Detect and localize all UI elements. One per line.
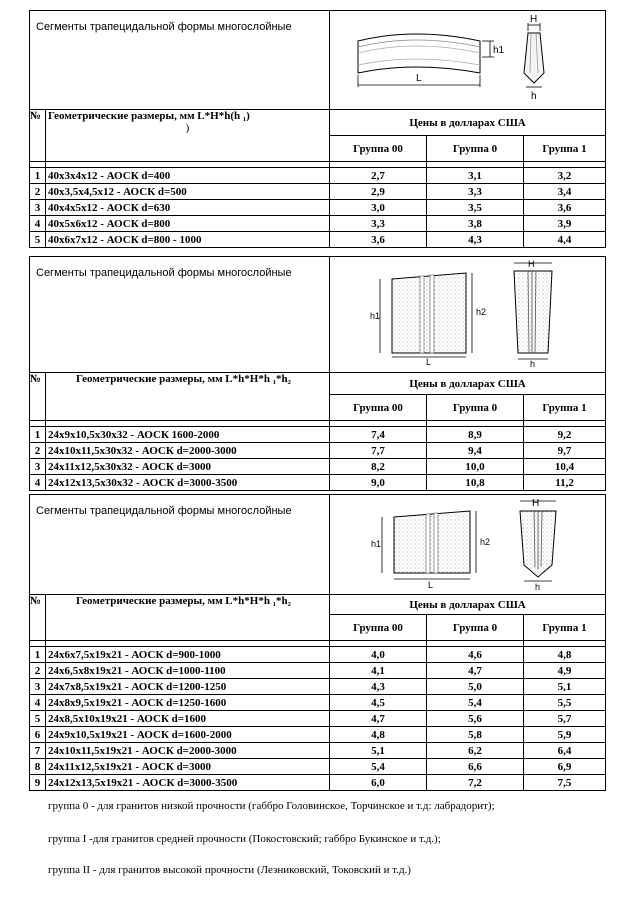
table-row — [30, 727, 606, 743]
price-group-1: 10,4 — [524, 459, 606, 475]
table-row — [30, 475, 606, 491]
group-00-header: Группа 00 — [330, 615, 427, 641]
price-group-1: 3,9 — [524, 216, 606, 232]
price-group-1: 9,7 — [524, 443, 606, 459]
group-1-header: Группа 1 — [524, 136, 606, 162]
label-h2: h2 — [476, 307, 487, 317]
group-0-header: Группа 0 — [427, 615, 524, 641]
row-description: 40x3x4x12 - АОСК d=400 — [46, 168, 330, 184]
price-group-00: 9,0 — [330, 475, 427, 491]
dims-header: Геометрические размеры, мм L*h*H*h ₁*h₂ — [46, 595, 330, 641]
table-row — [30, 184, 606, 200]
table-row — [30, 168, 606, 184]
label-L: L — [416, 73, 422, 84]
row-number: 2 — [30, 184, 46, 200]
table-row — [30, 663, 606, 679]
price-group-00: 7,4 — [330, 427, 427, 443]
price-group-0: 3,3 — [427, 184, 524, 200]
price-group-00: 3,6 — [330, 232, 427, 248]
price-group-00: 4,3 — [330, 679, 427, 695]
row-number: 4 — [30, 475, 46, 491]
row-description: 24x9x10,5x19x21 - АОСК d=1600-2000 — [46, 727, 330, 743]
row-description: 24x10x11,5x30x32 - АОСК d=2000-3000 — [46, 443, 330, 459]
price-group-1: 7,5 — [524, 775, 606, 791]
table-row — [30, 216, 606, 232]
row-description: 40x6x7x12 - АОСК d=800 - 1000 — [46, 232, 330, 248]
dims-header-tail: ) — [185, 122, 190, 134]
label-H: H — [530, 14, 538, 25]
label-h: h — [530, 359, 536, 369]
price-group-0: 9,4 — [427, 443, 524, 459]
table-row — [30, 711, 606, 727]
row-description: 40x5x6x12 - АОСК d=800 — [46, 216, 330, 232]
row-number: 7 — [30, 743, 46, 759]
price-group-0: 7,2 — [427, 775, 524, 791]
price-group-0: 4,3 — [427, 232, 524, 248]
price-group-1: 6,9 — [524, 759, 606, 775]
row-description: 40x3,5x4,5x12 - АОСК d=500 — [46, 184, 330, 200]
price-group-0: 5,6 — [427, 711, 524, 727]
table-row — [30, 759, 606, 775]
price-group-0: 10,0 — [427, 459, 524, 475]
dims-header — [46, 110, 330, 162]
note-group-0: группа 0 - для гранитов низкой прочности (габбро Головинское, Торчинское и т.д: лабрадорит); — [48, 800, 495, 812]
table-row — [30, 459, 606, 475]
price-group-00: 7,7 — [330, 443, 427, 459]
row-description: 24x12x13,5x19x21 - АОСК d=3000-3500 — [46, 775, 330, 791]
row-number: 6 — [30, 727, 46, 743]
price-group-00: 8,2 — [330, 459, 427, 475]
price-group-00: 4,5 — [330, 695, 427, 711]
price-group-00: 5,4 — [330, 759, 427, 775]
price-group-0: 6,6 — [427, 759, 524, 775]
price-group-0: 5,0 — [427, 679, 524, 695]
row-description: 24x8x9,5x19x21 - АОСК d=1250-1600 — [46, 695, 330, 711]
price-group-1: 5,9 — [524, 727, 606, 743]
row-number: 3 — [30, 459, 46, 475]
dims-header-label: Геометрические размеры, мм L*H*h(h ₁) — [48, 110, 250, 122]
table-header-text: Сегменты трапецидальной формы многослойные — [30, 11, 330, 110]
segment-figure — [330, 11, 606, 110]
price-group-1: 3,6 — [524, 200, 606, 216]
row-description: 24x11x12,5x30x32 - АОСК d=3000 — [46, 459, 330, 475]
table-row — [30, 427, 606, 443]
row-description: 24x7x8,5x19x21 - АОСК d=1200-1250 — [46, 679, 330, 695]
price-group-1: 9,2 — [524, 427, 606, 443]
label-L: L — [428, 580, 434, 590]
table-header-text: Сегменты трапецидальной формы многослойные — [30, 495, 330, 595]
row-description: 24x6x7,5x19x21 - АОСК d=900-1000 — [46, 647, 330, 663]
row-description: 24x8,5x10x19x21 - АОСК d=1600 — [46, 711, 330, 727]
price-group-0: 3,1 — [427, 168, 524, 184]
group-1-header: Группа 1 — [524, 615, 606, 641]
dims-header: Геометрические размеры, мм L*h*H*h ₁*h₂ — [46, 373, 330, 421]
row-number: 8 — [30, 759, 46, 775]
label-h1: h1 — [370, 311, 381, 321]
price-table-2 — [29, 256, 606, 491]
label-h1: h1 — [493, 45, 505, 56]
segment-diagram-3 — [330, 495, 604, 591]
price-group-00: 5,1 — [330, 743, 427, 759]
group-0-header: Группа 0 — [427, 395, 524, 421]
price-group-00: 6,0 — [330, 775, 427, 791]
price-group-00: 4,7 — [330, 711, 427, 727]
price-group-00: 3,0 — [330, 200, 427, 216]
label-h1: h1 — [371, 539, 382, 549]
price-group-1: 5,5 — [524, 695, 606, 711]
segment-diagram-2 — [330, 257, 604, 369]
table-row — [30, 200, 606, 216]
label-h: h — [531, 91, 537, 102]
row-description: 40x4x5x12 - АОСК d=630 — [46, 200, 330, 216]
table-row — [30, 443, 606, 459]
num-header: № — [30, 110, 46, 162]
table-row — [30, 679, 606, 695]
price-group-0: 10,8 — [427, 475, 524, 491]
price-group-1: 6,4 — [524, 743, 606, 759]
note-group-2: группа II - для гранитов высокой прочности (Лезниковский, Токовский и т.д.) — [48, 864, 411, 876]
label-H: H — [528, 259, 535, 269]
price-table-3 — [29, 494, 606, 791]
row-number: 1 — [30, 427, 46, 443]
row-number: 1 — [30, 647, 46, 663]
segment-diagram-1 — [330, 11, 604, 106]
label-L: L — [426, 357, 432, 367]
price-group-1: 4,4 — [524, 232, 606, 248]
label-H: H — [532, 498, 540, 509]
row-description: 24x10x11,5x19x21 - АОСК d=2000-3000 — [46, 743, 330, 759]
row-number: 3 — [30, 200, 46, 216]
group-1-header: Группа 1 — [524, 395, 606, 421]
group-00-header: Группа 00 — [330, 395, 427, 421]
price-table-1 — [29, 10, 606, 248]
prices-header: Цены в долларах США — [330, 595, 606, 615]
row-description: 24x9x10,5x30x32 - АОСК 1600-2000 — [46, 427, 330, 443]
price-group-1: 11,2 — [524, 475, 606, 491]
row-number: 9 — [30, 775, 46, 791]
row-number: 5 — [30, 711, 46, 727]
prices-header: Цены в долларах США — [330, 373, 606, 395]
group-00-header: Группа 00 — [330, 136, 427, 162]
price-group-0: 4,7 — [427, 663, 524, 679]
note-group-1: группа I -для гранитов средней прочности (Покостовский; габбро Букинское и т.д.); — [48, 833, 441, 845]
group-0-header: Группа 0 — [427, 136, 524, 162]
num-header: № — [30, 595, 46, 641]
price-group-1: 4,9 — [524, 663, 606, 679]
row-number: 1 — [30, 168, 46, 184]
price-group-00: 4,8 — [330, 727, 427, 743]
row-number: 2 — [30, 443, 46, 459]
price-group-00: 2,7 — [330, 168, 427, 184]
price-group-0: 3,5 — [427, 200, 524, 216]
num-header: № — [30, 373, 46, 421]
row-description: 24x11x12,5x19x21 - АОСК d=3000 — [46, 759, 330, 775]
price-group-00: 3,3 — [330, 216, 427, 232]
table-block-3 — [29, 494, 605, 791]
price-group-1: 5,7 — [524, 711, 606, 727]
table-row — [30, 775, 606, 791]
price-group-0: 5,8 — [427, 727, 524, 743]
row-number: 3 — [30, 679, 46, 695]
price-group-0: 5,4 — [427, 695, 524, 711]
segment-figure — [330, 257, 606, 373]
prices-header: Цены в долларах США — [330, 110, 606, 136]
price-group-0: 4,6 — [427, 647, 524, 663]
row-number: 4 — [30, 216, 46, 232]
price-group-0: 3,8 — [427, 216, 524, 232]
price-group-1: 3,4 — [524, 184, 606, 200]
row-number: 4 — [30, 695, 46, 711]
row-description: 24x6,5x8x19x21 - АОСК d=1000-1100 — [46, 663, 330, 679]
row-number: 5 — [30, 232, 46, 248]
segment-figure — [330, 495, 606, 595]
price-group-0: 8,9 — [427, 427, 524, 443]
table-header-text: Сегменты трапецидальной формы многослойные — [30, 257, 330, 373]
row-number: 2 — [30, 663, 46, 679]
table-row — [30, 232, 606, 248]
price-group-00: 2,9 — [330, 184, 427, 200]
table-row — [30, 647, 606, 663]
table-block-2 — [29, 256, 605, 491]
price-group-1: 5,1 — [524, 679, 606, 695]
label-h: h — [535, 582, 541, 591]
price-group-00: 4,1 — [330, 663, 427, 679]
row-description: 24x12x13,5x30x32 - АОСК d=3000-3500 — [46, 475, 330, 491]
price-group-00: 4,0 — [330, 647, 427, 663]
table-row — [30, 695, 606, 711]
price-group-1: 4,8 — [524, 647, 606, 663]
price-group-1: 3,2 — [524, 168, 606, 184]
table-row — [30, 743, 606, 759]
price-group-0: 6,2 — [427, 743, 524, 759]
label-h2: h2 — [480, 537, 491, 547]
table-block-1 — [29, 10, 605, 248]
